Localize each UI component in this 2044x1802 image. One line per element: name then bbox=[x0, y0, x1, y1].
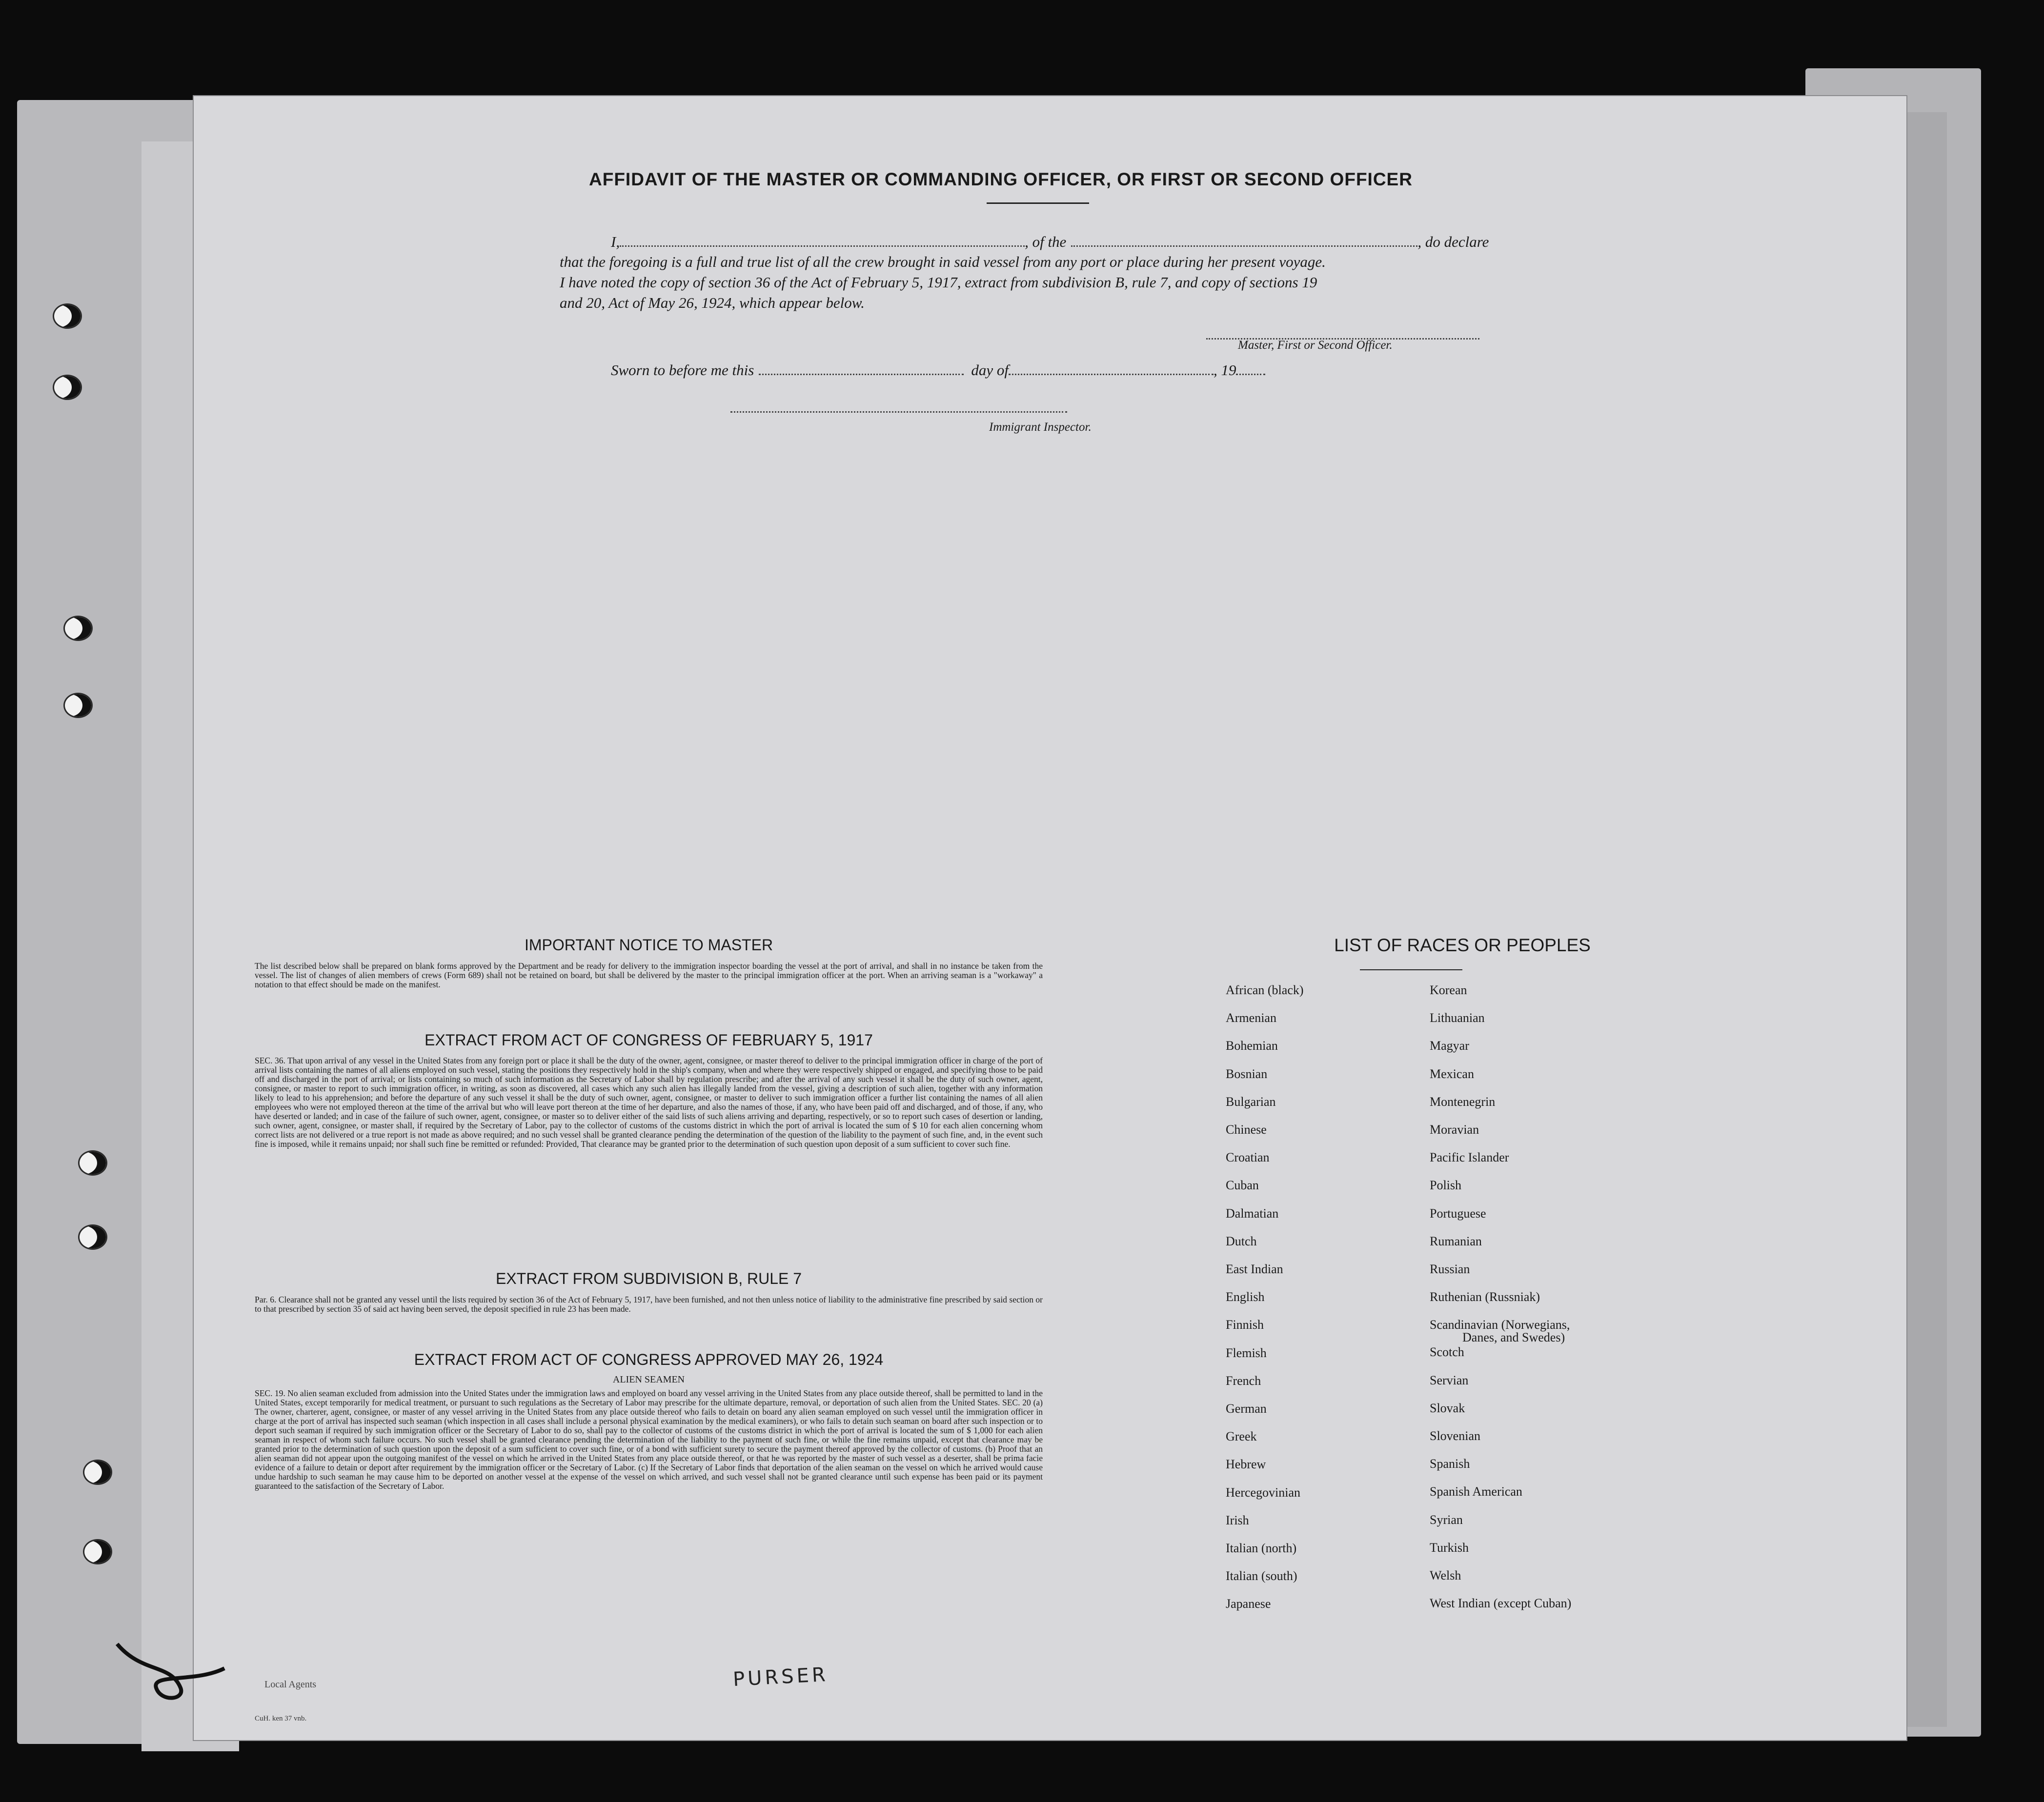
race-item: Korean bbox=[1430, 983, 1467, 997]
race-item: Rumanian bbox=[1430, 1234, 1482, 1248]
race-item: Scandinavian (Norwegians, bbox=[1430, 1318, 1570, 1332]
race-item: Portuguese bbox=[1430, 1206, 1486, 1221]
binder-string-icon bbox=[98, 1615, 244, 1712]
race-item: Bohemian bbox=[1226, 1039, 1278, 1053]
form-code: CuH. ken 37 vnb. bbox=[255, 1715, 307, 1722]
sworn-start: Sworn to before me this bbox=[611, 361, 754, 379]
affidavit-title: AFFIDAVIT OF THE MASTER OR COMMANDING OFFICER, OR FIRST OR SECOND OFFICER bbox=[589, 169, 1413, 189]
race-item: Magyar bbox=[1430, 1039, 1469, 1053]
line1-start: I, bbox=[611, 233, 620, 250]
race-item: Croatian bbox=[1226, 1150, 1270, 1165]
race-item: Hercegovinian bbox=[1226, 1485, 1301, 1500]
binder-hole-icon bbox=[53, 375, 82, 400]
extract-1917-title: EXTRACT FROM ACT OF CONGRESS OF FEBRUARY 5, 1917 bbox=[425, 1031, 873, 1049]
sworn-middle: day of bbox=[971, 361, 1009, 379]
notice-body: The list described below shall be prepared on blank forms approved by the Department and be ready for delivery to the immigration inspector boarding the vessel at the port of arrival, and shall in no instance be taken from the vessel. The list of changes of alien members of crews (Form 689) shall not be retained on board, but shall be delivered by the master to the principal immigration officer at the port. When an arriving seaman is a "workaway" a notation to that effect should be made on the manifest. bbox=[255, 961, 1043, 989]
race-item: Chinese bbox=[1226, 1122, 1267, 1137]
race-item: Pacific Islander bbox=[1430, 1150, 1509, 1165]
race-item: French bbox=[1226, 1373, 1261, 1388]
master-signature-blank[interactable] bbox=[1206, 325, 1479, 340]
race-item: Slovenian bbox=[1430, 1429, 1480, 1443]
binder-hole-icon bbox=[83, 1460, 112, 1485]
races-underline bbox=[1360, 969, 1462, 970]
binder-hole-icon bbox=[78, 1150, 107, 1176]
sworn-line bbox=[611, 361, 1265, 379]
race-item: Slovak bbox=[1430, 1401, 1465, 1415]
race-item: Greek bbox=[1226, 1429, 1257, 1444]
binder-hole-icon bbox=[63, 693, 93, 718]
sworn-month-blank[interactable] bbox=[1009, 361, 1214, 375]
race-item: Welsh bbox=[1430, 1568, 1461, 1582]
binder-hole-icon bbox=[63, 616, 93, 641]
race-item: West Indian (except Cuban) bbox=[1430, 1596, 1572, 1611]
race-item: Spanish bbox=[1430, 1457, 1470, 1471]
race-item: East Indian bbox=[1226, 1262, 1283, 1276]
races-title: LIST OF RACES OR PEOPLES bbox=[1334, 935, 1591, 955]
race-item: Flemish bbox=[1226, 1345, 1267, 1360]
race-item: Dalmatian bbox=[1226, 1206, 1279, 1221]
master-signature-label: Master, First or Second Officer. bbox=[1238, 339, 1393, 352]
extract-1917-body: SEC. 36. That upon arrival of any vessel in the United States from any foreign port or place it shall be the duty of the owner, agent, consignee, or master thereof to deliver to the principal immigration officer in charge of the port of arrival lists containing the names of all aliens employed on such vessel, stating the positions they respectively hold in the ship's company, when and where they were respectively shipped or engaged, and specifying those to be paid off and discharged in the port of arrival; or lists containing so much of such information as the Secretary of Labor shall by regulation prescribe; and after the arrival of any such vessel it shall be the duty of such owner, agent, consignee, or master to report to such immigration officer, in writing, as soon as discovered, all cases which any such alien has illegally landed from the vessel, giving a description of such alien, together with any information likely to lead to his apprehension; and before the departure of any such vessel it shall be the duty of such owner, agent, consignee, or master to deliver to such immigration officer a further list containing the names of all alien employees who were not employed thereon at the time of the arrival but who will leave port thereon at the time of her departure, and also the names of those, if any, who have been paid off and discharged, and of those, if any, who have deserted or landed; and in case of the failure of such owner, agent, consignee, or master so to deliver either of the said lists of such aliens arriving and departing, respectively, or so to report such cases of desertion or landing, such owner, agent, consignee, or master shall, if required by the Secretary of Labor, pay to the collector of customs of the customs district in which the port of arrival is located the sum of $ 10 for each alien concerning whom correct lists are not delivered or a true report is not made as above required; and no such vessel shall be granted clearance pending the determination of the question of the liability to the payment of such fine, and, in the event such fine is imposed, while it remains unpaid; nor shall such fine be remitted or refunded: Provided, That clearance may be granted prior to the determination of such question upon deposit of a sum sufficient to cover such fine. bbox=[255, 1056, 1043, 1149]
race-item: Turkish bbox=[1430, 1540, 1469, 1555]
race-item: Spanish American bbox=[1430, 1484, 1522, 1499]
affidavit-line-2: that the foregoing is a full and true list of all the crew brought in said vessel from any port or place during her present voyage. bbox=[560, 253, 1326, 270]
affidavit-line-1 bbox=[611, 233, 1489, 251]
sworn-year: , 19 bbox=[1213, 361, 1236, 379]
notice-title: IMPORTANT NOTICE TO MASTER bbox=[524, 936, 773, 954]
race-item: Polish bbox=[1430, 1178, 1462, 1193]
extract-1924-subtitle: ALIEN SEAMEN bbox=[612, 1374, 685, 1385]
inspector-signature-blank[interactable] bbox=[730, 399, 1067, 413]
line1-end: , do declare bbox=[1417, 233, 1489, 250]
race-item: Montenegrin bbox=[1430, 1094, 1496, 1109]
line1-middle: , of the bbox=[1025, 233, 1067, 250]
race-item: African (black) bbox=[1226, 983, 1304, 997]
local-agents-label: Local Agents bbox=[264, 1679, 317, 1690]
handwritten-note: PURSER bbox=[732, 1663, 829, 1691]
affidavit-line-4: and 20, Act of May 26, 1924, which appear below. bbox=[560, 294, 865, 311]
race-item: Japanese bbox=[1226, 1597, 1271, 1611]
race-item: Lithuanian bbox=[1430, 1011, 1485, 1025]
race-item: Bosnian bbox=[1226, 1066, 1268, 1081]
race-item: Danes, and Swedes) bbox=[1462, 1330, 1565, 1345]
race-item: Armenian bbox=[1226, 1011, 1276, 1025]
race-item: Ruthenian (Russniak) bbox=[1430, 1290, 1540, 1304]
race-item: Moravian bbox=[1430, 1122, 1479, 1137]
sworn-day-blank[interactable] bbox=[759, 361, 964, 375]
race-item: Bulgarian bbox=[1226, 1094, 1276, 1109]
form-sheet bbox=[193, 95, 1907, 1741]
race-item: Cuban bbox=[1226, 1178, 1259, 1193]
extract-1924-title: EXTRACT FROM ACT OF CONGRESS APPROVED MAY 26, 1924 bbox=[414, 1351, 884, 1368]
vessel-blank[interactable] bbox=[1071, 233, 1417, 247]
race-item: Irish bbox=[1226, 1513, 1249, 1527]
race-item: Scotch bbox=[1430, 1345, 1464, 1360]
extract-1924-body: SEC. 19. No alien seaman excluded from admission into the United States under the immigration laws and employed on board any vessel arriving in the United States from any place outside thereof, shall be permitted to land in the United States, except temporarily for medical treatment, or pursuant to such regulations as the Secretary of Labor may prescribe for the ultimate departure, removal, or deportation of such alien from the United States. SEC. 20 (a) The owner, charterer, agent, consignee, or master of any vessel arriving in the United States from any place outside thereof who fails to detain on board any alien seaman employed on such vessel until the immigration officer in charge at the port of arrival has inspected such seaman (which inspection in all cases shall include a personal physical examination by the medical examiners), or who fails to detain such seaman on board after such inspection or to deport such seaman if required by such immigration officer or the Secretary of Labor to do so, shall pay to the collector of customs of the customs district in which the port of arrival is located the sum of $ 1,000 for each alien seaman in respect of whom such failure occurs. No such vessel shall be granted clearance pending the determination of the liability to the payment of such fine, or while the fine remains unpaid, except that clearance may be granted prior to the determination of such question upon the deposit of a sum sufficient to cover such fine, or of a bond with sufficient surety to secure the payment thereof approved by the collector of customs. (b) Proof that an alien seaman did not appear upon the outgoing manifest of the vessel on which he arrived in the United States from any place outside thereof, or that he was reported by the master of such vessel as a deserter, shall be prima facie evidence of a failure to detain or deport after requirement by the immigration officer or the Secretary of Labor. (c) If the Secretary of Labor finds that deportation of the alien seaman on the vessel on which he arrived would cause undue hardship to such seaman he may cause him to be deported on another vessel at the expense of the vessel on which arrived, and such vessel shall not be granted clearance until such expense has been paid or its payment guaranteed to the satisfaction of the Secretary of Labor. bbox=[255, 1388, 1043, 1491]
race-item: Italian (south) bbox=[1226, 1569, 1297, 1583]
race-item: Mexican bbox=[1430, 1066, 1474, 1081]
title-underline bbox=[987, 202, 1089, 204]
binder-hole-icon bbox=[53, 303, 82, 329]
race-item: Dutch bbox=[1226, 1234, 1257, 1248]
inspector-signature-label: Immigrant Inspector. bbox=[989, 420, 1092, 434]
name-blank[interactable] bbox=[620, 233, 1025, 247]
race-item: German bbox=[1226, 1402, 1267, 1416]
race-item: Syrian bbox=[1430, 1512, 1463, 1527]
race-item: Servian bbox=[1430, 1373, 1469, 1387]
sworn-year-blank[interactable] bbox=[1236, 361, 1265, 375]
race-item: Finnish bbox=[1226, 1318, 1264, 1332]
binder-hole-icon bbox=[83, 1539, 112, 1564]
subdivision-title: EXTRACT FROM SUBDIVISION B, RULE 7 bbox=[495, 1270, 802, 1287]
race-item: Russian bbox=[1430, 1262, 1470, 1276]
affidavit-line-3: I have noted the copy of section 36 of the Act of February 5, 1917, extract from subdivision B, rule 7, and copy of sections 19 bbox=[560, 274, 1317, 291]
race-item: Italian (north) bbox=[1226, 1541, 1297, 1555]
race-item: English bbox=[1226, 1290, 1265, 1304]
binder-hole-icon bbox=[78, 1224, 107, 1250]
subdivision-body: Par. 6. Clearance shall not be granted any vessel until the lists required by section 36 of the Act of February 5, 1917, have been furnished, and not then unless notice of liability to the administrative fine prescribed by said section or to that prescribed by section 35 of said act having been served, the deposit specified in rule 23 has been made. bbox=[255, 1295, 1043, 1314]
race-item: Hebrew bbox=[1226, 1457, 1266, 1472]
